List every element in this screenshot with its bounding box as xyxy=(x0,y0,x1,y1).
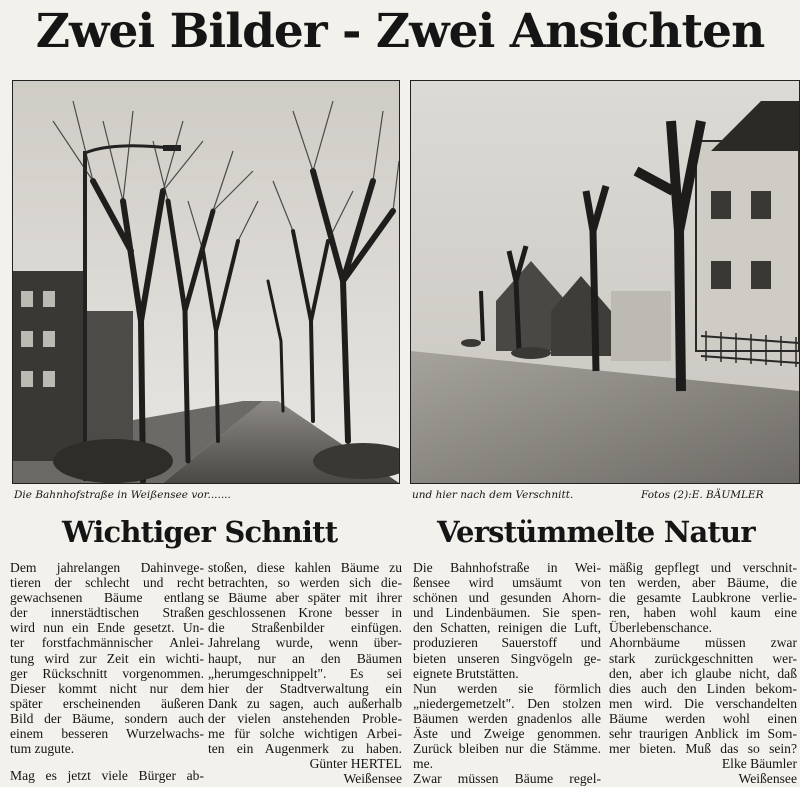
text-line: ten werden, aber Bäume, die xyxy=(609,575,797,591)
text-line: Dem jahrelangen Dahinvege- xyxy=(10,560,204,575)
text-line: schönen und gesunden Ahorn- xyxy=(413,590,601,606)
photo-caption-left: Die Bahnhofstraße in Weißensee vor....... xyxy=(14,489,231,501)
text-line: den Schatten, reinigen die Luft, xyxy=(413,620,601,636)
article-right-column-1 xyxy=(413,560,601,786)
text-line: der innerstädtischen Straßen xyxy=(10,605,204,621)
article-left-column-1 xyxy=(10,560,204,783)
text-line: Überlebenschance. xyxy=(609,620,713,636)
text-line: dies auch den Linden bekom- xyxy=(609,680,797,696)
text-line: ter forstfachmännischer Anlei- xyxy=(10,635,204,651)
street-trees-before-photo xyxy=(12,80,400,484)
author-name: Elke Bäumler xyxy=(721,756,797,772)
text-line: mäßig gepflegt und verschnit- xyxy=(609,560,797,575)
text-line: tieren der schlecht und recht xyxy=(10,575,204,591)
text-line: Die Bahnhofstraße in Wei- xyxy=(413,560,601,575)
headline: Zwei Bilder - Zwei Ansichten xyxy=(35,4,765,59)
text-line: ten ein Augenmerk zu haben. xyxy=(208,741,402,757)
text-line: men wird. Die verschandelten xyxy=(609,695,797,711)
author-name: Günter HERTEL xyxy=(309,756,402,772)
text-line: stoßen, diese kahlen Bäume zu xyxy=(208,560,402,575)
text-line: der vielen anstehenden Proble- xyxy=(208,710,402,726)
text-line: ßensee wird umsäumt von xyxy=(413,575,601,591)
text-line: Nun werden sie förmlich xyxy=(413,680,601,696)
text-line: „herumgeschnippelt". Es sei xyxy=(208,665,402,681)
text-line: Ahornbäume müssen zwar xyxy=(609,635,797,651)
text-line: me für solche wichtigen Arbei- xyxy=(208,726,402,742)
text-line: den, aber ich glaube nicht, daß xyxy=(609,665,797,681)
article-right-column-2 xyxy=(609,560,797,786)
street-trees-after-photo xyxy=(410,80,800,484)
text-line: wird nun ein Ende gesetzt. Un- xyxy=(10,620,204,636)
article-title-left: Wichtiger Schnitt xyxy=(62,515,338,549)
text-line: Mag es jetzt viele Bürger ab- xyxy=(10,768,204,784)
text-line: se Bäume aber später mit ihrer xyxy=(208,590,402,606)
text-line: später erscheinenden äußeren xyxy=(10,695,204,711)
text-line: Bild der Bäume, sondern auch xyxy=(10,710,204,726)
text-line: geschlossenen Krone besser in xyxy=(208,605,402,621)
text-line: hier der Stadtverwaltung ein xyxy=(208,680,402,696)
text-line: haupt, nur an den Bäumen xyxy=(208,650,402,666)
photo-caption-right: und hier nach dem Verschnitt. xyxy=(412,489,574,501)
text-line: Zwar müssen Bäume regel- xyxy=(413,771,601,787)
text-line: Äste und Zweige genommen. xyxy=(413,726,601,742)
text-line: ren, haben wohl kaum eine xyxy=(609,605,797,621)
text-line: mer bieten. Muß das so sein? xyxy=(609,741,797,757)
text-line: sehr traurigen Anblick im Som- xyxy=(609,726,797,742)
text-line: und Lindenbäumen. Sie spen- xyxy=(413,605,601,621)
text-line: Dank zu sagen, auch außerhalb xyxy=(208,695,402,711)
article-title-right: Verstümmelte Natur xyxy=(437,515,755,549)
author-place: Weißensee xyxy=(738,771,797,787)
text-line: bieten unseren Singvögeln ge- xyxy=(413,650,601,666)
text-line: Dieser kommt nicht nur dem xyxy=(10,680,204,696)
text-line: tum zugute. xyxy=(10,741,75,757)
text-line: Zurück bleiben nur die Stämme. xyxy=(413,741,601,757)
text-line: ger Rückschnitt vorgenommen. xyxy=(10,665,204,681)
text-line: „niedergemetzelt". Den stolzen xyxy=(413,695,601,711)
article-left-column-2 xyxy=(208,560,402,786)
author-place: Weißensee xyxy=(343,771,402,787)
text-line: Jahrelang wurde, wenn über- xyxy=(208,635,402,651)
text-line: tung wird zur Zeit ein wichti- xyxy=(10,650,204,666)
text-line: produzieren Sauerstoff und xyxy=(413,635,601,651)
text-line: Bäume werden wohl einen xyxy=(609,710,797,726)
text-line: einem besseren Wurzelwachs- xyxy=(10,726,204,742)
text-line: me. xyxy=(413,756,434,772)
text-line: gewachsenen Bäume entlang xyxy=(10,590,204,606)
text-line: die Straßenbilder einfügen. xyxy=(208,620,402,636)
text-line: stark zurückgeschnitten wer- xyxy=(609,650,797,666)
text-line: eignete Brutstätten. xyxy=(413,665,519,681)
text-line: betrachten, so werden sich die- xyxy=(208,575,402,591)
text-line: Bäumen werden gnadenlos alle xyxy=(413,710,601,726)
text-line: die gesamte Laubkrone verlie- xyxy=(609,590,797,606)
photo-credit: Fotos (2):E. BÄUMLER xyxy=(641,489,764,501)
